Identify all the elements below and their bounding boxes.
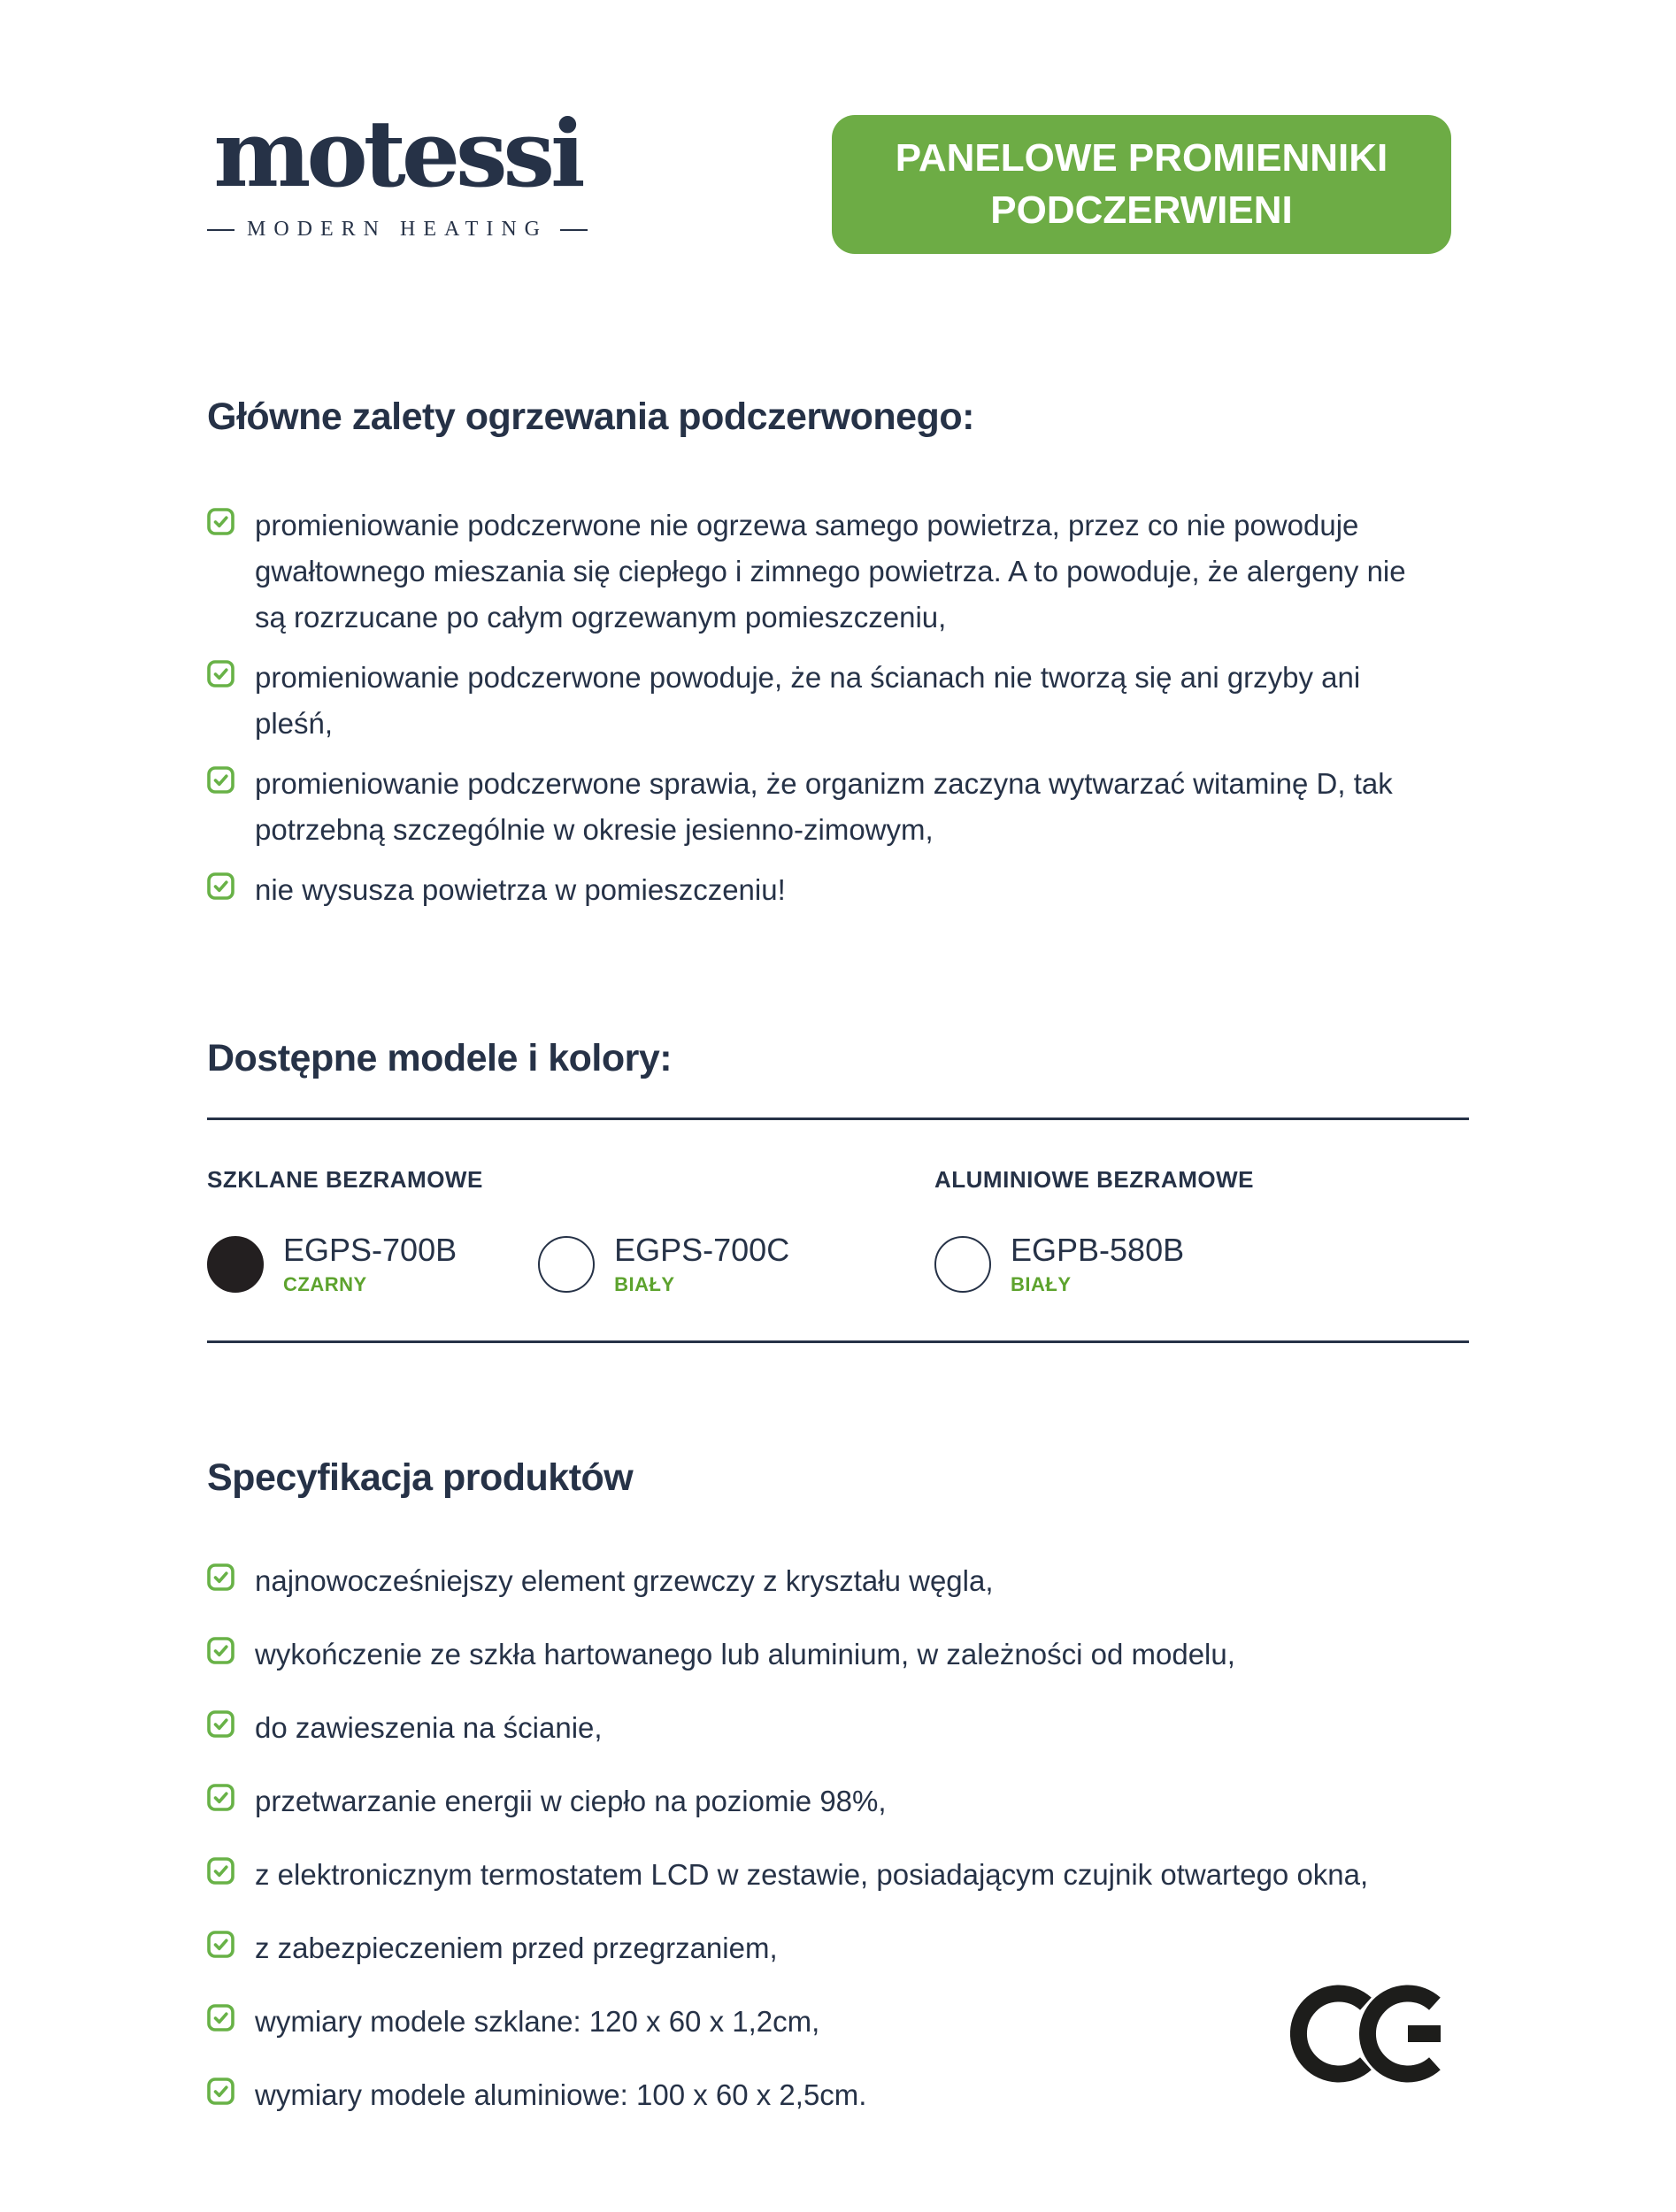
badge-line-2: PODCZERWIENI [990,188,1293,232]
spec-text: najnowocześniejszy element grzewczy z kryształu węgla, [255,1563,994,1597]
checkbox-check-icon [207,1857,234,1885]
color-swatch [934,1236,991,1293]
tagline-rule-right [560,229,588,231]
model-code: EGPS-700B [283,1232,457,1269]
brand-logo [207,99,588,242]
model-meta [614,1233,789,1296]
model-code: EGPS-700C [614,1232,790,1269]
advantage-text: promieniowanie podczerwone sprawia, że organizm zaczyna wytwarzać witaminę D, tak potrzebną szczególnie w okresie jesienno-zimowym, [255,767,1393,847]
model-group-items [207,1233,934,1296]
color-swatch [207,1236,264,1293]
model-group-title: SZKLANE BEZRAMOWE [207,1166,483,1194]
divider-bottom [207,1340,1469,1343]
tagline-text: MODERN HEATING [247,218,548,241]
specs-heading: Specyfikacja produktów [207,1455,634,1499]
checkbox-check-icon [207,1784,234,1811]
brand-tagline [207,218,588,242]
checkbox-check-icon [207,1710,234,1738]
list-item [207,503,1469,641]
advantages-heading: Główne zalety ogrzewania podczerwonego: [207,396,974,439]
checkbox-check-icon [207,766,234,794]
spec-text: z elektronicznym termostatem LCD w zestawie, posiadającym czujnik otwartego okna, [255,1857,1369,1891]
brand-wordmark: motessi [213,99,581,208]
model-color-label: BIAŁY [1011,1272,1072,1295]
spec-text: wykończenie ze szkła hartowanego lub aluminium, w zależności od modelu, [255,1637,1235,1671]
model-group-glass [207,1166,934,1340]
list-item [207,867,1469,913]
model-meta [283,1233,457,1296]
models-heading: Dostępne modele i kolory: [207,1037,673,1080]
model-item [538,1233,789,1296]
model-item [207,1233,457,1296]
spec-text: przetwarzanie energii w ciepło na poziomie 98%, [255,1784,887,1817]
color-swatch [538,1236,595,1293]
checkbox-check-icon [207,1931,234,1958]
spec-text: wymiary modele aluminiowe: 100 x 60 x 2,5cm. [255,2078,867,2111]
advantages-section [0,396,1676,913]
model-group-items [934,1233,1254,1296]
advantage-text: promieniowanie podczerwone nie ogrzewa samego powietrza, przez co nie powoduje gwałtownego mieszania się ciepłego i zimnego powietrza. A to powoduje, że alergeny nie są rozrzucane po całym ogrzewanym pomieszczeniu, [255,509,1406,634]
checkbox-check-icon [207,508,234,535]
spec-text: z zabezpieczeniem przed przegrzaniem, [255,1931,778,1964]
header [0,0,1676,254]
advantage-text: promieniowanie podczerwone powoduje, że na ścianach nie tworzą się ani grzyby ani pleśń, [255,661,1361,741]
badge-line-1: PANELOWE PROMIENNIKI [895,136,1388,180]
model-group-title: ALUMINIOWE BEZRAMOWE [934,1166,1254,1194]
model-meta [1011,1233,1184,1296]
list-item [207,655,1469,747]
divider-top [207,1118,1469,1120]
list-item [207,1925,1469,1971]
advantages-list [207,503,1469,913]
tagline-rule-left [207,229,234,231]
model-item [934,1233,1184,1296]
model-code: EGPB-580B [1011,1232,1185,1269]
specs-list [207,1558,1469,2118]
checkbox-check-icon [207,872,234,900]
list-item [207,1778,1469,1824]
advantage-text: nie wysusza powietrza w pomieszczeniu! [255,873,786,907]
models-section [0,1037,1676,1343]
model-group-aluminium [934,1166,1254,1340]
list-item [207,1705,1469,1751]
checkbox-check-icon [207,2004,234,2032]
list-item [207,1999,1469,2045]
list-item [207,1852,1469,1898]
checkbox-check-icon [207,2078,234,2105]
ce-mark-icon [1290,1984,1458,2084]
product-category-badge [832,115,1451,254]
spec-text: do zawieszenia na ścianie, [255,1710,603,1744]
model-groups [207,1166,1469,1340]
list-item [207,761,1469,853]
checkbox-check-icon [207,1637,234,1664]
checkbox-check-icon [207,1563,234,1591]
model-color-label: BIAŁY [614,1272,675,1295]
checkbox-check-icon [207,660,234,687]
list-item [207,1558,1469,1604]
spec-text: wymiary modele szklane: 120 x 60 x 1,2cm, [255,2004,820,2038]
model-color-label: CZARNY [283,1272,367,1295]
list-item [207,1632,1469,1678]
list-item [207,2072,1469,2118]
